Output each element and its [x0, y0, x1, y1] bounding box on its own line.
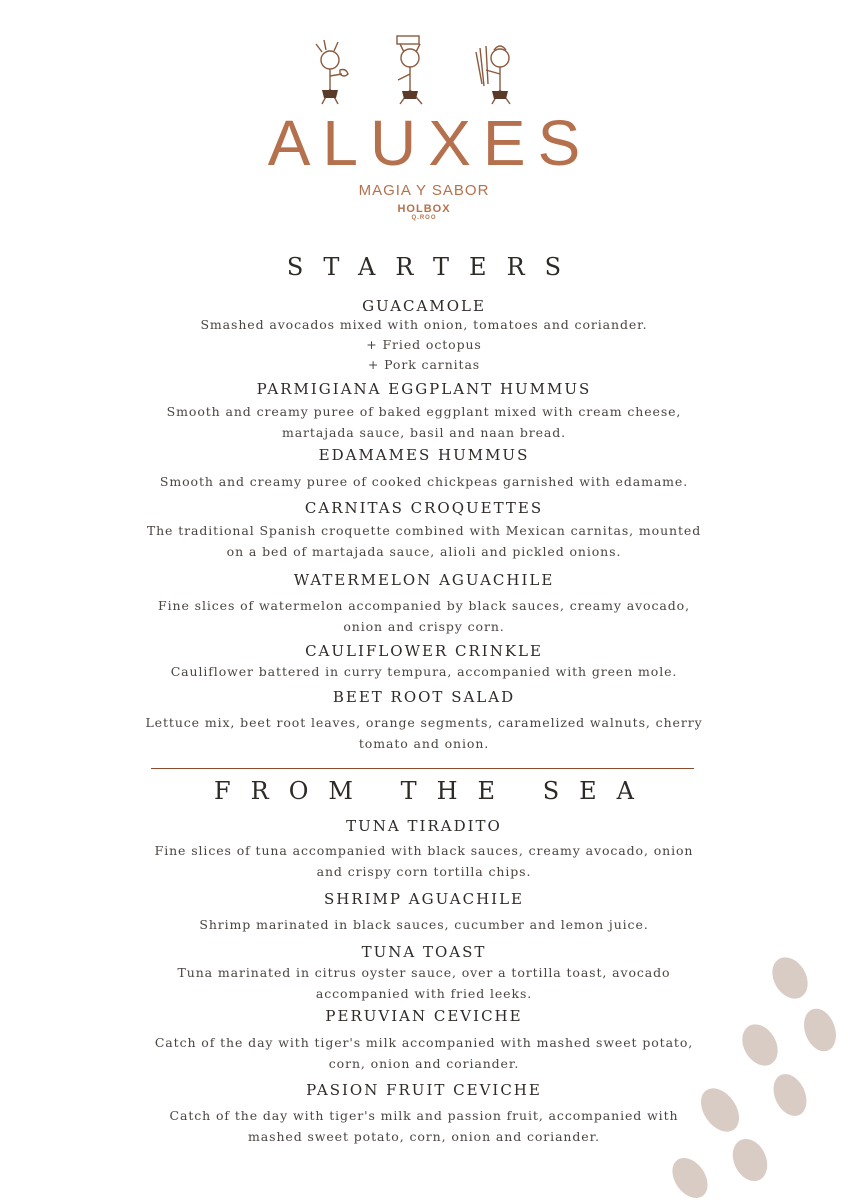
menu-item-description: Tuna marinated in citrus oyster sauce, over a tortilla toast, avocado accompanied with fried leeks.	[177, 965, 671, 1001]
aluxes-figures-logo	[300, 34, 530, 114]
section-divider	[151, 768, 694, 769]
menu-item-description: Smooth and creamy puree of baked eggplant mixed with cream cheese, martajada sauce, basil and naan bread.	[166, 404, 682, 440]
menu-item-title: TUNA TOAST	[361, 943, 487, 961]
menu-item-title: SHRIMP AGUACHILE	[323, 890, 525, 908]
menu-item-title: TUNA TIRADITO	[346, 817, 502, 835]
menu-item-description: Catch of the day with tiger's milk and passion fruit, accompanied with mashed sweet potato, corn, onion and coriander.	[169, 1108, 679, 1144]
brand-state: Q.ROO	[411, 215, 437, 221]
section-title-from-the-sea: FROM THE SEA	[214, 777, 654, 805]
brand-name: ALUXES	[267, 107, 593, 179]
menu-item-description: Shrimp marinated in black sauces, cucumber and lemon juice.	[199, 917, 649, 932]
menu-item-title: GUACAMOLE	[362, 297, 486, 315]
menu-item-description: Lettuce mix, beet root leaves, orange segments, caramelized walnuts, cherry tomato and onion.	[145, 715, 703, 751]
menu-item-title: PERUVIAN CEVICHE	[325, 1007, 523, 1025]
menu-item-title: WATERMELON AGUACHILE	[293, 571, 555, 589]
menu-item-title: PARMIGIANA EGGPLANT HUMMUS	[256, 380, 592, 398]
footprints-decoration-icon	[660, 950, 848, 1200]
menu-item-description: Fine slices of tuna accompanied with black sauces, creamy avocado, onion and crispy corn tortilla chips.	[154, 843, 694, 879]
menu-item-description: Cauliflower battered in curry tempura, accompanied with green mole.	[170, 664, 678, 679]
brand-location: HOLBOX	[397, 203, 451, 215]
menu-item-addon: + Pork carnitas	[367, 357, 481, 372]
menu-item-addon: + Fried octopus	[366, 337, 482, 352]
menu-item-title: EDAMAMES HUMMUS	[318, 446, 530, 464]
menu-item-title: CAULIFLOWER CRINKLE	[305, 642, 543, 660]
menu-item-description: Fine slices of watermelon accompanied by black sauces, creamy avocado, onion and crispy corn.	[158, 598, 690, 634]
menu-item-description: Smashed avocados mixed with onion, tomatoes and coriander.	[200, 317, 648, 332]
menu-item-description: Smooth and creamy puree of cooked chickpeas garnished with edamame.	[159, 474, 689, 489]
menu-item-title: CARNITAS CROQUETTES	[304, 499, 544, 517]
brand-tagline: MAGIA Y SABOR	[358, 182, 490, 199]
menu-item-title: BEET ROOT SALAD	[332, 688, 516, 706]
menu-item-description: Catch of the day with tiger's milk accompanied with mashed sweet potato, corn, onion and coriander.	[154, 1035, 694, 1071]
menu-item-description: The traditional Spanish croquette combined with Mexican carnitas, mounted on a bed of martajada sauce, alioli and pickled onions.	[146, 523, 702, 559]
section-title-starters: STARTERS	[286, 253, 582, 281]
menu-item-title: PASION FRUIT CEVICHE	[306, 1081, 542, 1099]
